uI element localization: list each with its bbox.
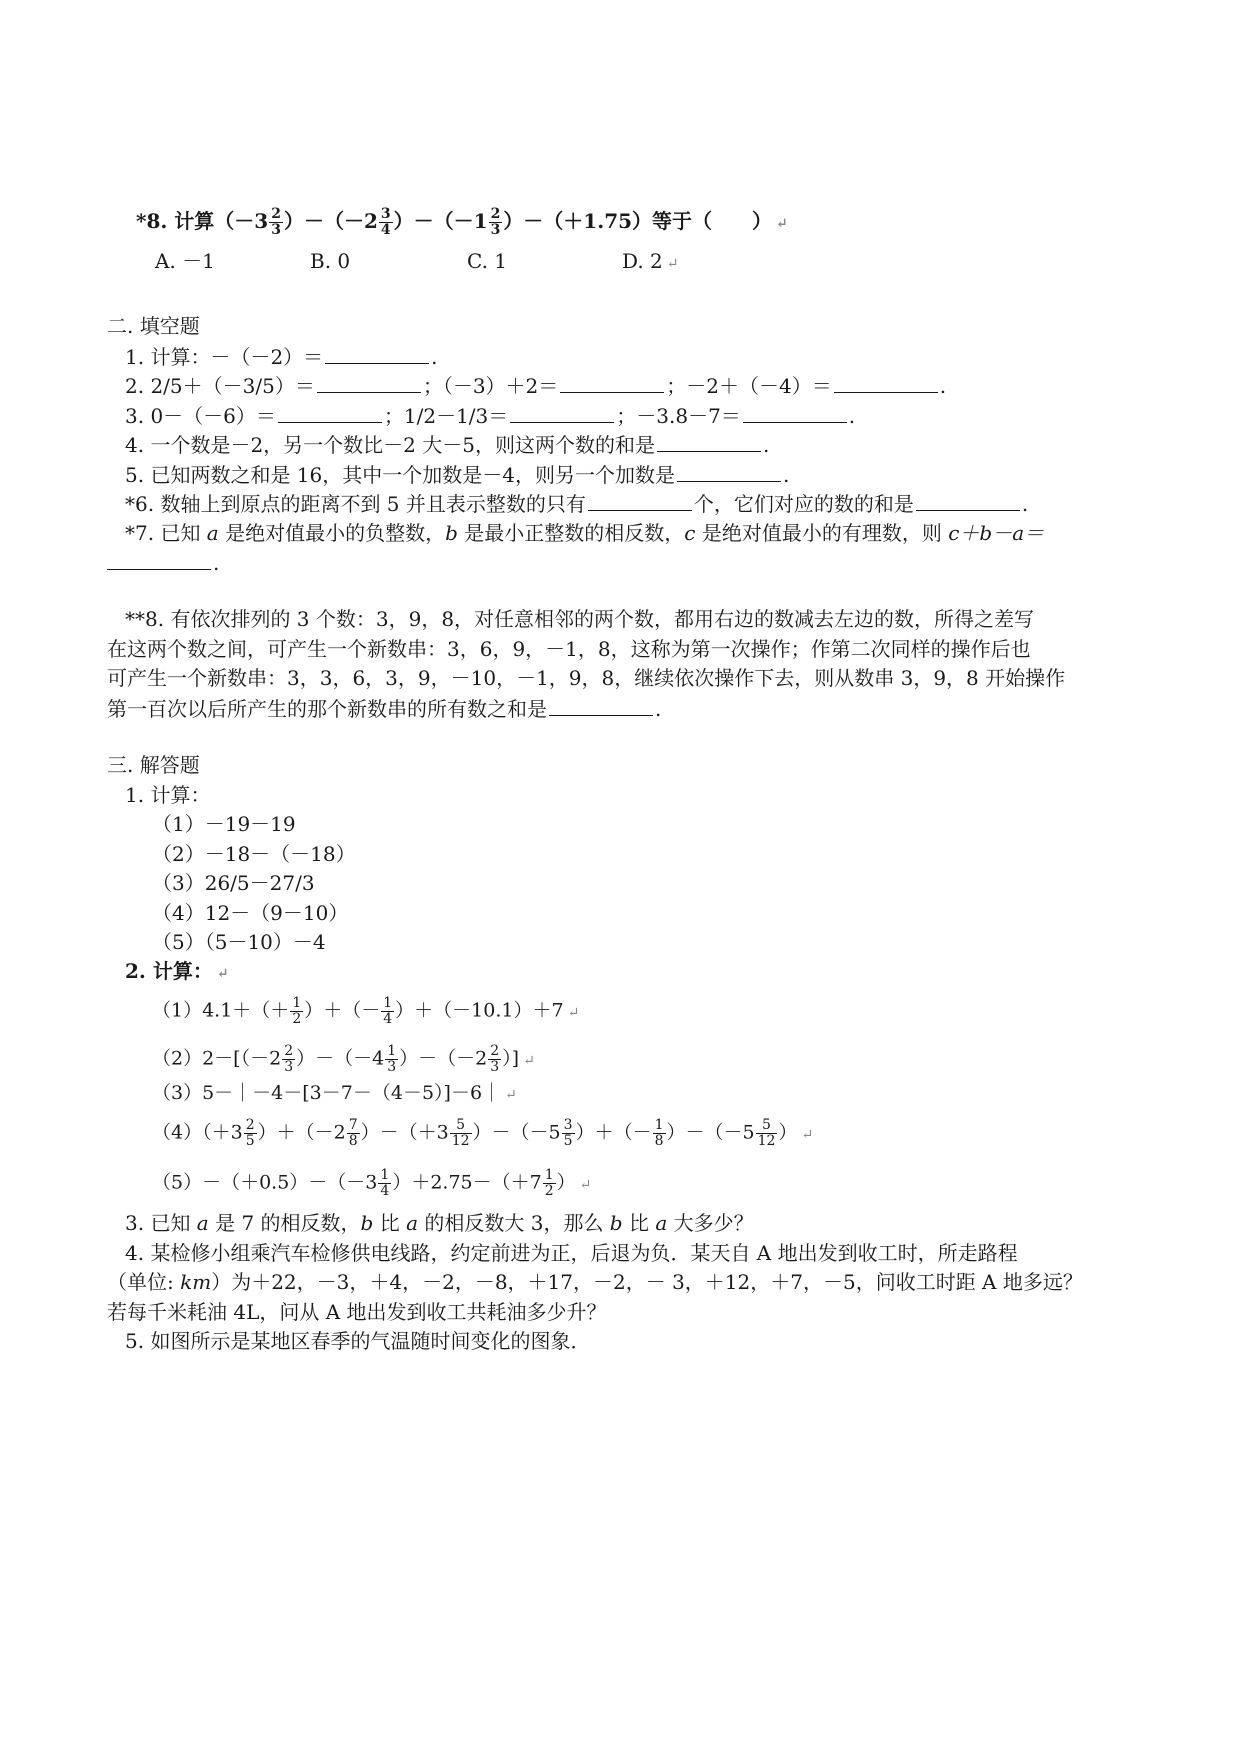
q4-line2: （单位: km）为＋22，－3，＋4，－2，－8，＋17，－2，－ 3，＋12，＋7，－5，问收工时距 A 地多远？ — [107, 1270, 1083, 1294]
answer-blank[interactable] — [325, 343, 429, 364]
fill-q8-line1: **8. 有依次排列的 3 个数：3，9，8，对任意相邻的两个数，都用右边的数减去左边的数，所得之差写 — [125, 607, 1035, 631]
choice-c: C. 1 — [467, 249, 508, 273]
fraction: $\frac{5}{12}$ — [757, 1117, 776, 1149]
answer-blank[interactable] — [916, 490, 1020, 511]
return-mark-icon: ↵ — [801, 1126, 814, 1143]
choice-a: A. －1 — [155, 249, 215, 273]
calc-q2-item-1: （1）4.1＋（＋ $\frac{1}{2}$ ）＋（－ $\frac{1}{4}$ ）＋（－10.1）＋7 ↵ — [152, 995, 580, 1027]
calc-q2-item-5: （5）－（＋0.5）－（－3 $\frac{1}{4}$ ）＋2.75－（＋7 $\frac{1}{2}$ ） ↵ — [152, 1167, 592, 1199]
answer-blank[interactable] — [834, 372, 938, 393]
q8-line — [136, 207, 788, 238]
calc-q1-item-5: （5）（5－10）－4 — [152, 930, 326, 954]
fill-q8-line3: 可产生一个新数串：3，3，6，3，9，－10，－1，9，8，继续依次操作下去，则从数串 3，9，8 开始操作 — [107, 666, 1066, 690]
fill-q7: *7. 已知 a 是绝对值最小的负整数，b 是最小正整数的相反数，c 是绝对值最小的有理数，则 c＋b－a＝ — [125, 521, 1045, 545]
q8-text-2: ）－（－2 — [283, 209, 378, 233]
answer-blank[interactable] — [317, 372, 421, 393]
answer-blank[interactable] — [677, 461, 781, 482]
return-mark-icon: ↵ — [666, 256, 679, 272]
fill-q7-cont: . — [107, 549, 219, 576]
return-mark-icon: ↵ — [579, 1176, 592, 1193]
fill-q4: 4. 一个数是－2，另一个数比－2 大－5，则这两个数的和是 . — [125, 433, 770, 457]
fraction: $\frac{1}{4}$ — [380, 1167, 390, 1199]
fill-q1: 1. 计算：－（－2）＝ . — [125, 345, 438, 369]
fraction: $\frac{1}{8}$ — [654, 1117, 664, 1149]
calc-q2-item-3: （3）5－｜－4－[3－7－（4－5）]－6｜ ↵ — [152, 1082, 517, 1104]
q5-line: 5. 如图所示是某地区春季的气温随时间变化的图象． — [125, 1329, 591, 1353]
fill-q8-line2: 在这两个数之间，可产生一个新数串：3，6，9，－1，8，这称为第一次操作；作第二次同样的操作后也 — [107, 637, 1031, 661]
q4-line1: 4. 某检修小组乘汽车检修供电线路，约定前进为正，后退为负．某天自 A 地出发到收工时，所走路程 — [125, 1241, 1018, 1265]
choice-b: B. 0 — [310, 249, 351, 273]
fraction: $\frac{2}{3}$ — [490, 1043, 500, 1075]
calc-q1-item-2: （2）－18－（－18） — [152, 842, 356, 866]
answer-blank[interactable] — [657, 431, 761, 452]
fraction: $\frac{3}{5}$ — [563, 1117, 573, 1149]
fraction: $\frac{3}{4}$ — [380, 206, 391, 238]
q3-line: 3. 已知 a 是 7 的相反数，b 比 a 的相反数大 3，那么 b 比 a 大多少？ — [125, 1211, 754, 1235]
return-mark-icon: ↵ — [776, 216, 788, 232]
q8-text-3: ）－（－1 — [393, 209, 488, 233]
fraction: $\frac{1}{2}$ — [544, 1167, 554, 1199]
q4-line3: 若每千米耗油 4L，问从 A 地出发到收工共耗油多少升？ — [107, 1300, 607, 1324]
return-mark-icon: ↵ — [523, 1052, 535, 1069]
q8-text-4: ）－（＋1.75）等于（ ） — [503, 209, 773, 233]
fill-q3: 3. 0－（－6）＝ ；1/2－1/3＝ ；－3.8－7＝ . — [125, 404, 856, 428]
fill-q8-line4: 第一百次以后所产生的那个新数串的所有数之和是 . — [107, 697, 662, 721]
fraction: $\frac{2}{5}$ — [245, 1117, 255, 1149]
fraction: $\frac{1}{4}$ — [383, 995, 393, 1027]
calc-q1-title: 1. 计算： — [125, 783, 211, 807]
calc-q2-title: 2. 计算： ↵ — [125, 959, 229, 983]
fraction: $\frac{5}{12}$ — [451, 1117, 470, 1149]
answer-blank[interactable] — [278, 402, 382, 423]
answer-blank[interactable] — [510, 402, 614, 423]
calc-q1-item-3: （3）26/5－27/3 — [152, 871, 315, 895]
fraction: $\frac{2}{3}$ — [490, 206, 501, 238]
fraction: $\frac{2}{3}$ — [271, 206, 281, 238]
return-mark-icon: ↵ — [216, 966, 229, 982]
answer-blank[interactable] — [560, 372, 664, 393]
fraction: $\frac{2}{3}$ — [284, 1043, 294, 1075]
answer-blank[interactable] — [549, 695, 653, 716]
fraction: $\frac{1}{3}$ — [387, 1043, 397, 1075]
answer-blank[interactable] — [588, 490, 692, 511]
return-mark-icon: ↵ — [505, 1087, 517, 1103]
fill-q2: 2. 2/5＋（－3/5）＝ ；（－3）＋2＝ ；－2＋（－4）＝ . — [125, 374, 947, 398]
answer-blank[interactable] — [107, 549, 211, 570]
choice-d: D. 2 ↵ — [622, 249, 679, 273]
calc-q2-item-2: （2）2－[（－2 $\frac{2}{3}$ ）－（－4 $\frac{1}{3}$ ）－（－2 $\frac{2}{3}$ ）] ↵ — [152, 1043, 535, 1075]
q8-text-1: *8. 计算（－3 — [136, 209, 269, 233]
section2-title: 二. 填空题 — [107, 314, 200, 338]
calc-q2-item-4: （4）（＋3 $\frac{2}{5}$ ）＋（－2 $\frac{7}{8}$ ）－（＋3 $\frac{5}{12}$ ）－（－5 $\frac{3}{5}$ ）＋（－ $\frac{1}{8}$ ）－（－5 $\frac{5}{12}$ ） ↵ — [152, 1117, 814, 1149]
section3-title: 三. 解答题 — [107, 753, 200, 777]
calc-q1-item-1: （1）－19－19 — [152, 812, 296, 836]
calc-q1-item-4: （4）12－（9－10） — [152, 901, 349, 925]
return-mark-icon: ↵ — [567, 1004, 580, 1021]
fraction: $\frac{1}{2}$ — [292, 995, 302, 1027]
answer-blank[interactable] — [743, 402, 847, 423]
fraction: $\frac{7}{8}$ — [348, 1117, 358, 1149]
fill-q5: 5. 已知两数之和是 16，其中一个加数是－4，则另一个加数是 . — [125, 463, 790, 487]
fill-q6: *6. 数轴上到原点的距离不到 5 并且表示整数的只有 个，它们对应的数的和是 . — [125, 492, 1029, 516]
